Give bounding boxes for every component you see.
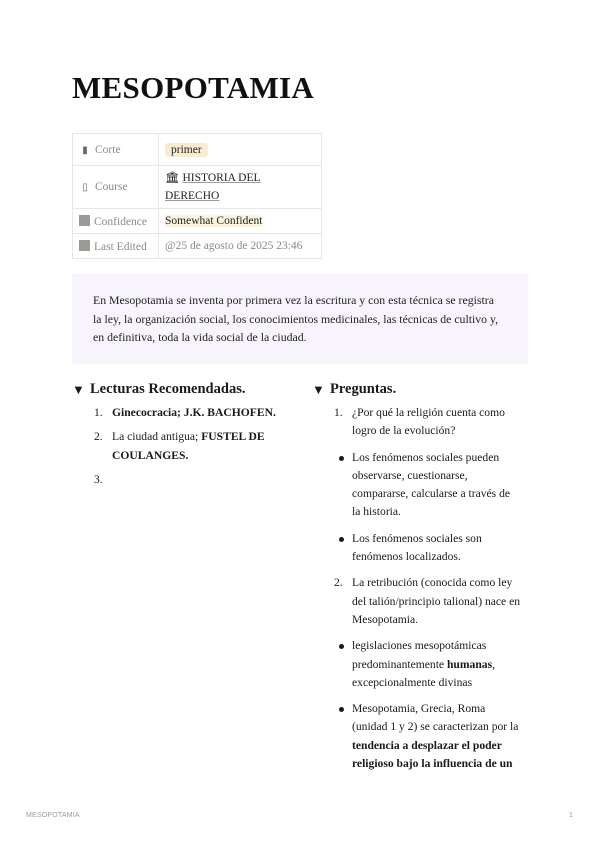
callout-line: en definitiva, toda la vida social de la ciudad. [93,330,307,345]
property-label: Confidence [94,215,148,228]
page-title: MESOPOTAMIA [72,70,315,105]
lecturas-column [72,381,290,489]
property-row-last-edited [73,234,322,259]
properties-table [72,133,322,259]
page-number: 1 [569,812,574,819]
list-item: legislaciones mesopotámicas predominantemente humanas, excepcionalmente divinas [312,637,530,692]
preguntas-list [312,404,530,773]
gray-square-icon [79,215,90,226]
list-item: 3. [94,472,103,486]
book-icon: ▯ [82,182,88,193]
list-item: 1. ¿Por qué la religión cuenta como logro de la evolución? [334,406,505,438]
list-item: 1. Ginecocracia; J.K. BACHOFEN. [94,406,276,419]
callout-line: la ley, la organización social, los conocimientos medicinales, las técnicas de cultivo y, [93,311,499,326]
property-row-corte [73,134,322,166]
bullet-icon [339,537,344,542]
property-row-course [73,166,322,209]
bullet-icon [339,644,344,649]
bullet-icon [339,456,344,461]
course-link[interactable]: HISTORIA DEL DERECHO [165,172,261,202]
toggle-triangle-icon[interactable]: ▼ [312,381,325,397]
property-label: Corte [95,143,121,156]
corte-tag[interactable]: primer [165,143,208,157]
property-row-confidence [73,209,322,234]
footer-title: MESOPOTAMIA [26,812,80,819]
property-label: Course [95,181,128,193]
list-item: 2. La retribución (conocida como ley del talión/principio talional) nace en Mesopotamia. [334,576,521,626]
callout-line: En Mesopotamia se inventa por primera vez la escritura y con esta técnica se registra [93,293,494,307]
gray-square-icon [79,240,90,251]
lecturas-list [72,404,290,489]
callout-block [72,274,528,364]
document-icon: ▮ [82,144,88,156]
lecturas-toggle-heading[interactable]: ▼ Lecturas Recomendadas. [72,381,246,397]
list-item: Los fenómenos sociales son fenómenos localizados. [312,530,530,567]
museum-emoji-icon: 🏛 [165,172,180,184]
list-item: 2. La ciudad antigua; FUSTEL DE COULANGES. [94,430,265,462]
property-label: Last Edited [94,240,147,253]
preguntas-column [312,381,530,773]
list-item: Mesopotamia, Grecia, Roma (unidad 1 y 2) se caracterizan por la tendencia a desplazar el poder religioso bajo la influencia de un [312,700,530,773]
bullet-icon [339,707,344,712]
toggle-triangle-icon[interactable]: ▼ [72,381,85,397]
last-edited-value: @25 de agosto de 2025 23:46 [159,234,322,259]
preguntas-toggle-heading[interactable]: ▼ Preguntas. [312,381,397,397]
list-item: Los fenómenos sociales pueden observarse, cuestionarse, compararse, calcularse a través de la historia. [312,449,530,522]
confidence-value[interactable]: Somewhat Confident [165,215,263,227]
